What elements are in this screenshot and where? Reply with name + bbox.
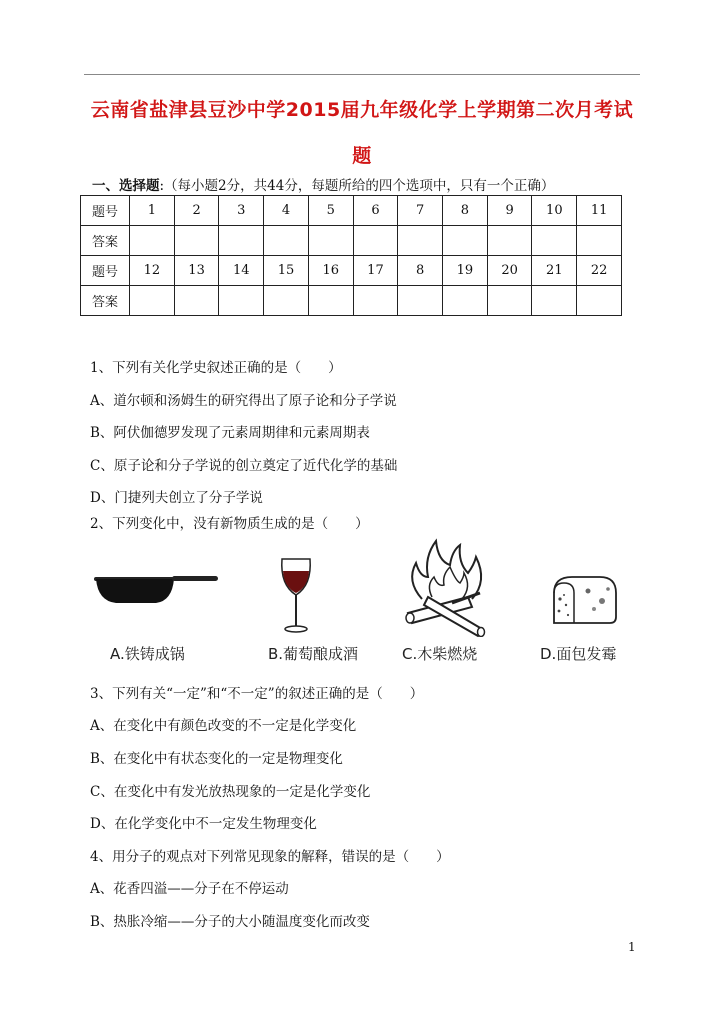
question-stem: 4、用分子的观点对下列常见现象的解释，错误的是（ ）: [90, 849, 450, 865]
row-label-answer: 答案: [81, 286, 130, 316]
option-caption: B.葡萄酿成酒: [268, 645, 359, 663]
question-option: A、在变化中有颜色改变的不一定是化学变化: [90, 718, 357, 734]
answer-cell[interactable]: [487, 286, 532, 316]
moldy-bread-icon: [550, 573, 620, 625]
campfire-icon: [402, 537, 492, 637]
question-number-cell: 16: [308, 256, 353, 286]
answer-table: [80, 195, 622, 316]
question-number-cell: 10: [532, 196, 577, 226]
answer-cell[interactable]: [443, 226, 488, 256]
question-option: A、花香四溢——分子在不停运动: [90, 881, 289, 897]
question-number-cell: 3: [219, 196, 264, 226]
question-number-cell: 12: [130, 256, 175, 286]
answer-cell[interactable]: [532, 226, 577, 256]
question-number-cell: 2: [174, 196, 219, 226]
section-heading: [92, 174, 554, 194]
question-number-cell: 20: [487, 256, 532, 286]
answer-cell[interactable]: [487, 226, 532, 256]
answer-cell[interactable]: [130, 286, 175, 316]
question-option: B、阿伏伽德罗发现了元素周期律和元素周期表: [90, 425, 370, 441]
answer-cell[interactable]: [174, 226, 219, 256]
answer-cell[interactable]: [532, 286, 577, 316]
question-stem: 2、下列变化中，没有新物质生成的是（ ）: [90, 516, 369, 532]
page-number: 1: [628, 940, 636, 954]
answer-cell[interactable]: [398, 286, 443, 316]
frying-pan-icon: [94, 569, 224, 617]
question-number-cell: 8: [443, 196, 488, 226]
question-option: A、道尔顿和汤姆生的研究得出了原子论和分子学说: [90, 393, 397, 409]
option-caption: A.铁铸成锅: [110, 645, 185, 663]
question-number-cell: 8: [398, 256, 443, 286]
question-number-cell: 13: [174, 256, 219, 286]
question-stem: 3、下列有关“一定”和“不一定”的叙述正确的是（ ）: [90, 686, 424, 702]
answer-cell[interactable]: [443, 286, 488, 316]
answer-cell[interactable]: [264, 226, 309, 256]
question-number-cell: 5: [308, 196, 353, 226]
question-number-cell: 21: [532, 256, 577, 286]
section-note: :（每小题2分，共44分，每题所给的四个选项中，只有一个正确）: [159, 178, 555, 194]
answer-cell[interactable]: [219, 226, 264, 256]
row-label-number: 题号: [81, 256, 130, 286]
question-option: B、在变化中有状态变化的一定是物理变化: [90, 751, 343, 767]
question-number-cell: 15: [264, 256, 309, 286]
answer-cell[interactable]: [174, 286, 219, 316]
answer-cell[interactable]: [219, 286, 264, 316]
answer-cell[interactable]: [577, 226, 622, 256]
wine-glass-icon: [276, 557, 316, 637]
page-title-continued: 题: [352, 145, 372, 167]
answer-cell[interactable]: [353, 226, 398, 256]
answer-cell[interactable]: [398, 226, 443, 256]
table-row: [81, 256, 622, 286]
page-title: 云南省盐津县豆沙中学2015届九年级化学上学期第二次月考试: [90, 99, 634, 121]
question-number-cell: 19: [443, 256, 488, 286]
question-number-cell: 14: [219, 256, 264, 286]
question-number-cell: 6: [353, 196, 398, 226]
answer-cell[interactable]: [264, 286, 309, 316]
question-number-cell: 11: [577, 196, 622, 226]
question-number-cell: 17: [353, 256, 398, 286]
question-option: D、在化学变化中不一定发生物理变化: [90, 816, 317, 832]
table-row: [81, 226, 622, 256]
table-row: [81, 286, 622, 316]
question-option: C、在变化中有发光放热现象的一定是化学变化: [90, 784, 371, 800]
table-row: [81, 196, 622, 226]
option-caption: C.木柴燃烧: [402, 645, 478, 663]
question-number-cell: 4: [264, 196, 309, 226]
row-label-answer: 答案: [81, 226, 130, 256]
question-2-images: [84, 537, 644, 667]
answer-cell[interactable]: [577, 286, 622, 316]
answer-cell[interactable]: [308, 226, 353, 256]
answer-cell[interactable]: [130, 226, 175, 256]
question-stem: 1、下列有关化学史叙述正确的是（ ）: [90, 360, 342, 376]
question-option: B、热胀冷缩——分子的大小随温度变化而改变: [90, 914, 370, 930]
answer-cell[interactable]: [353, 286, 398, 316]
section-title: 一、选择题: [92, 178, 160, 194]
question-number-cell: 1: [130, 196, 175, 226]
question-number-cell: 22: [577, 256, 622, 286]
question-option: C、原子论和分子学说的创立奠定了近代化学的基础: [90, 458, 398, 474]
answer-cell[interactable]: [308, 286, 353, 316]
question-number-cell: 9: [487, 196, 532, 226]
option-caption: D.面包发霉: [540, 645, 617, 663]
row-label-number: 题号: [81, 196, 130, 226]
header-rule: [84, 74, 640, 75]
question-number-cell: 7: [398, 196, 443, 226]
question-option: D、门捷列夫创立了分子学说: [90, 490, 263, 506]
